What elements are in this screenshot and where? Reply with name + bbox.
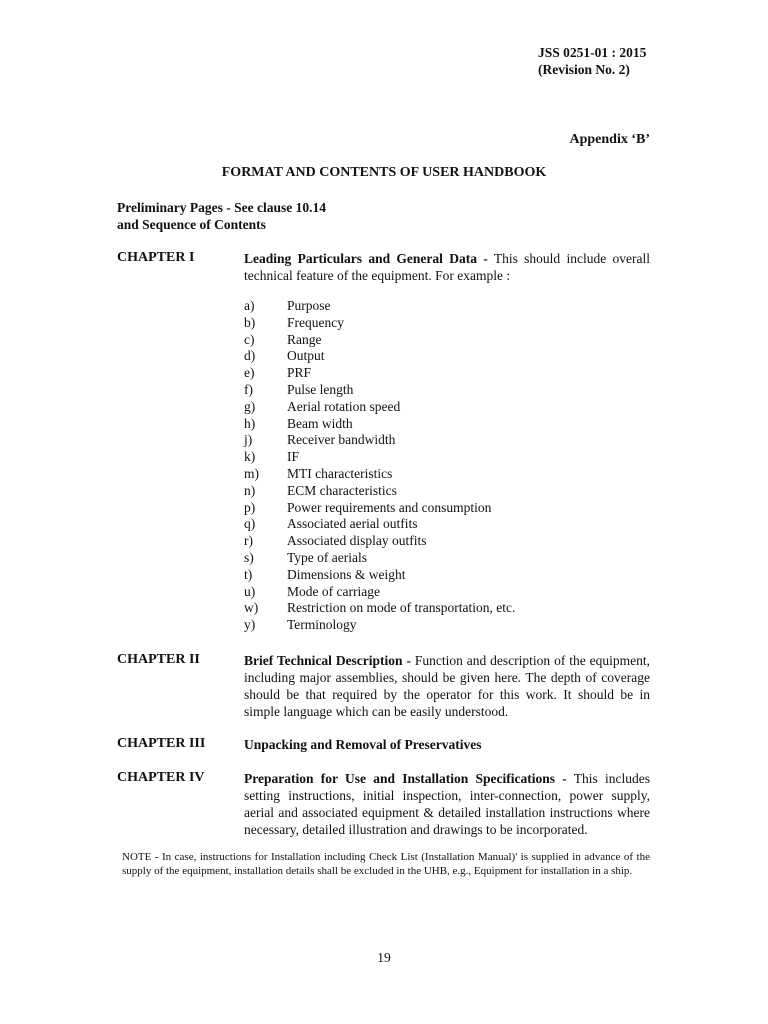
list-text: Associated display outfits [287,533,427,549]
chapter-3-label: CHAPTER III [117,736,206,751]
list-letter: s) [244,549,254,565]
list-letter: f) [244,381,253,397]
list-text: Purpose [287,298,331,313]
list-letter: r) [244,533,253,549]
doc-number: JSS 0251-01 : 2015 [538,45,647,60]
chapter-2-text: Function and description of the equipment, including major assemblies, should be given here. The depth of coverage should be that required by the operator for this work. It should be in simple language which can be easily understood. [244,653,650,719]
page-title: FORMAT AND CONTENTS OF USER HANDBOOK [221,165,547,180]
list-letter: p) [244,499,256,515]
chapter-1-label: CHAPTER I [117,250,195,265]
chapter-4-label: CHAPTER IV [117,770,205,785]
list-item [244,348,515,365]
list-item [244,584,515,601]
chapter-4-heading: Preparation for Use and Installation Specifications - [244,771,567,786]
list-letter: g) [244,398,256,414]
chapter-3-heading: Unpacking and Removal of Preservatives [244,737,482,752]
list-item [244,365,515,382]
chapter-2-heading: Brief Technical Description - [244,653,411,668]
list-letter: c) [244,331,255,347]
list-item [244,516,515,533]
list-text: Beam width [287,415,353,431]
list-item [244,550,515,567]
list-text: Receiver bandwidth [287,432,396,448]
list-text: Aerial rotation speed [287,398,401,414]
list-item [244,449,515,466]
list-item [244,315,515,332]
list-text: Restriction on mode of transportation, etc. [287,600,516,616]
list-item [244,466,515,483]
list-letter: h) [244,415,256,431]
chapter-4-text: This includes setting instructions, initial inspection, inter-connection, power supply, aerial and associated equipment & detailed installation instructions where necessary, detailed illustration and drawings to be incorporated. [244,771,650,837]
list-letter: k) [244,449,256,465]
list-item [244,399,515,416]
list-item [244,298,515,315]
list-text: Range [287,331,322,347]
list-letter: d) [244,348,256,364]
chapter-2-body [244,652,650,720]
list-letter: u) [244,583,256,599]
chapter-2-label: CHAPTER II [117,652,200,667]
list-text: Power requirements and consumption [287,499,492,515]
installation-note: NOTE - In case, instructions for Installation including Check List (Installation Manual)' is supplied in advance of the supply of the equipment, installation details shall be excluded in the UHB, e.g., Equipment for installation in a ship. [122,851,650,877]
list-item [244,483,515,500]
list-text: Mode of carriage [287,583,380,599]
list-item [244,416,515,433]
list-text: Terminology [287,617,357,633]
list-item [244,533,515,550]
list-letter: e) [244,365,255,381]
list-text: Pulse length [287,381,354,397]
appendix-label: Appendix ‘B’ [569,132,650,147]
chapter-1-text: This should include overall technical feature of the equipment. For example : [244,251,650,283]
chapter-1-body [244,250,650,284]
list-item [244,332,515,349]
list-text: IF [287,449,300,465]
list-letter: t) [244,566,253,582]
revision-number: (Revision No. 2) [538,62,630,77]
list-item [244,617,515,634]
list-text: ECM characteristics [287,482,397,498]
list-letter: q) [244,516,256,532]
list-item [244,432,515,449]
list-letter: a) [244,298,255,313]
preliminary-pages [117,199,326,233]
chapter-3-body [244,736,650,753]
preliminary-line-2: and Sequence of Contents [117,217,266,232]
particulars-list [244,298,515,634]
list-text: Output [287,348,325,364]
list-text: MTI characteristics [287,465,393,481]
list-item [244,500,515,517]
list-letter: b) [244,314,256,330]
list-text: PRF [287,365,312,381]
chapter-1-heading: Leading Particulars and General Data - [244,251,488,266]
chapter-4-body [244,770,650,838]
preliminary-line-1: Preliminary Pages - See clause 10.14 [117,200,326,215]
list-text: Frequency [287,314,344,330]
list-letter: n) [244,482,256,498]
list-text: Dimensions & weight [287,566,406,582]
list-letter: j) [244,432,253,448]
list-text: Type of aerials [287,549,368,565]
list-item [244,382,515,399]
list-text: Associated aerial outfits [287,516,418,532]
list-letter: m) [244,465,259,481]
list-item [244,600,515,617]
document-header [538,44,646,78]
page-number: 19 [377,950,391,965]
list-item [244,567,515,584]
list-letter: y) [244,617,256,633]
list-letter: w) [244,600,259,616]
